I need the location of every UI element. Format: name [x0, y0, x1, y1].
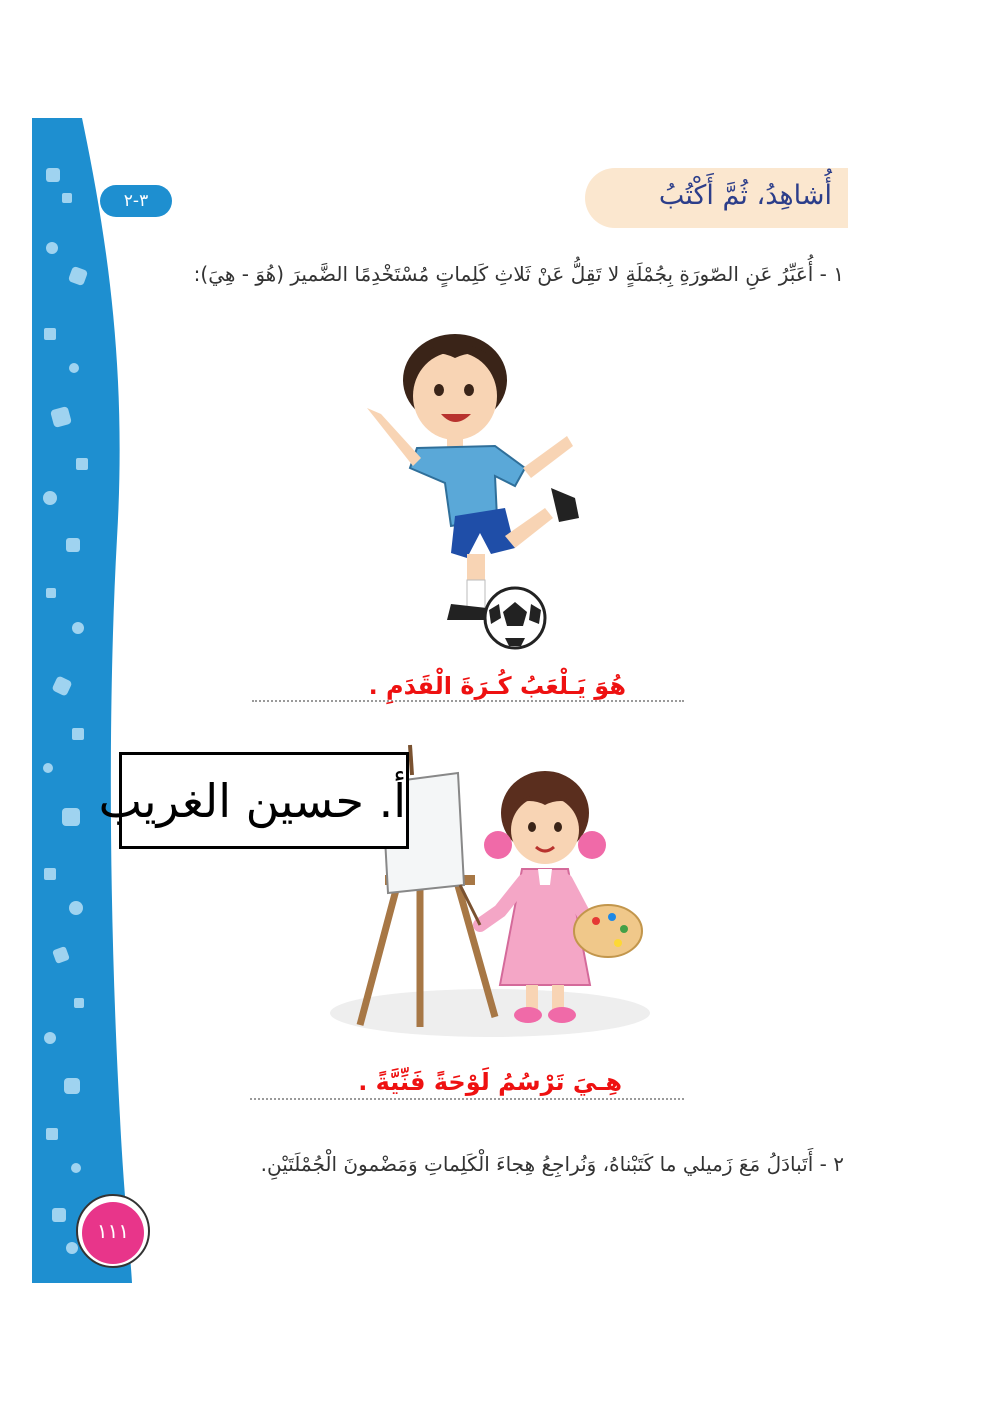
exercise1-instruction: ١ - أُعَبِّرُ عَنِ الصّورَةِ بِجُمْلَةٍ لا تَقِلُّ عَنْ ثَلاثِ كَلِماتٍ مُسْتَخْدِمًا الضَّميرَ (هُوَ - هِيَ): [193, 262, 844, 286]
boy-football-illustration [355, 318, 595, 658]
answer-boy-sentence: هُوَ يَـلْعَبُ كُـرَةَ الْقَدَمِ . [368, 672, 626, 700]
teacher-name-box: أ. حسين الغريب [119, 752, 409, 849]
page-number: ١١١ [96, 1219, 130, 1243]
exercise2-instruction: ٢ - أَتَبادَلُ مَعَ زَميلي ما كَتَبْناهُ، وَنُراجِعُ هِجاءَ الْكَلِماتِ وَمَضْمونَ الْجُمْلَتَيْنِ. [260, 1152, 844, 1176]
page-title: أُشاهِدُ، ثُمَّ أَكْتُبُ [658, 180, 832, 211]
answer-girl-sentence: هِـيَ تَرْسُمُ لَوْحَةً فَنِّيَّةً . [358, 1068, 622, 1096]
lesson-number-badge: ٣-٢ [100, 185, 172, 217]
answer-line-2 [250, 1098, 684, 1100]
answer-line-1 [252, 700, 684, 702]
side-decorative-band [32, 118, 150, 1283]
